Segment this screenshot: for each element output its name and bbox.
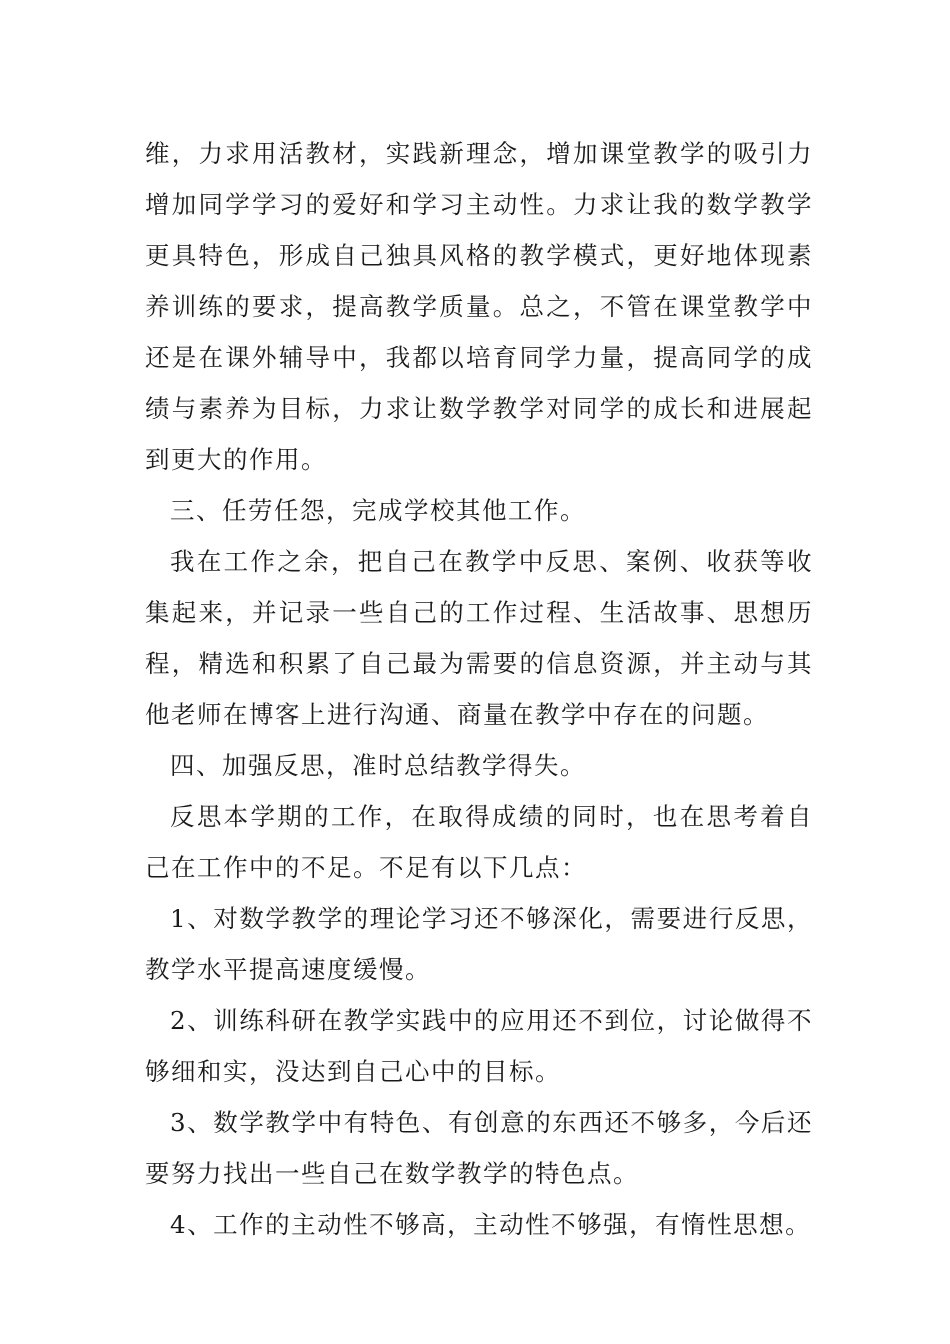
list-item-1: 1、对数学教学的理论学习还不够深化，需要进行反思，教学水平提高速度缓慢。 <box>145 904 813 984</box>
paragraph-reflection-intro: 反思本学期的工作，在取得成绩的同时，也在思考着自己在工作中的不足。不足有以下几点： <box>145 802 813 882</box>
section-heading-3: 三、任劳任怨，完成学校其他工作。 <box>170 496 586 525</box>
paragraph-continuation: 维，力求用活教材，实践新理念，增加课堂教学的吸引力增加同学学习的爱好和学习主动性。力求让我的数学教学更具特色，形成自己独具风格的教学模式，更好地体现素养训练的要求，提高教学质量。总之，不管在课堂教学中还是在课外辅导中，我都以培育同学力量，提高同学的成绩与素养为目标，力求让数学教学对同学的成长和进展起到更大的作用。 <box>145 139 813 474</box>
document-body <box>145 128 813 1250</box>
list-item-4: 4、工作的主动性不够高，主动性不够强，有惰性思想。 <box>170 1210 812 1239</box>
paragraph-section-3: 我在工作之余，把自己在教学中反思、案例、收获等收集起来，并记录一些自己的工作过程、生活故事、思想历程，精选和积累了自己最为需要的信息资源，并主动与其他老师在博客上进行沟通、商量在教学中存在的问题。 <box>145 547 813 729</box>
list-item-3: 3、数学教学中有特色、有创意的东西还不够多，今后还要努力找出一些自己在数学教学的特色点。 <box>145 1108 813 1188</box>
list-item-2: 2、训练科研在教学实践中的应用还不到位，讨论做得不够细和实，没达到自己心中的目标。 <box>145 1006 813 1086</box>
section-heading-4: 四、加强反思，准时总结教学得失。 <box>170 751 586 780</box>
